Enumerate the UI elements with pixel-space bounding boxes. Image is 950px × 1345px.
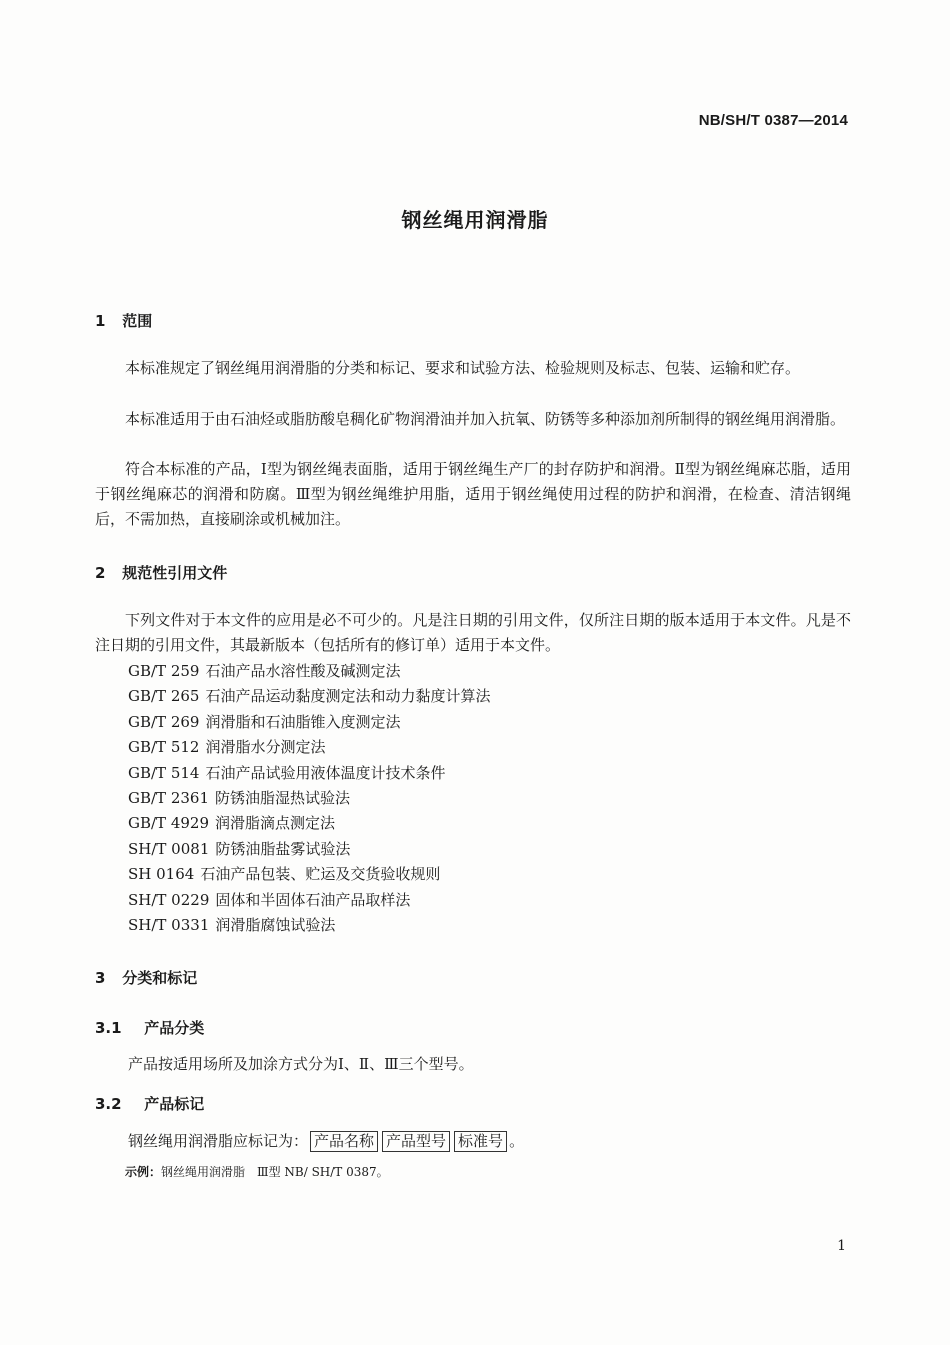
list-item xyxy=(128,862,490,887)
example-label: 示例： xyxy=(125,1165,162,1179)
list-item xyxy=(128,888,490,913)
reference-title: 润滑脂和石油脂锥入度测定法 xyxy=(205,712,401,731)
reference-title: 防锈油脂盐雾试验法 xyxy=(215,839,351,858)
reference-title: 润滑脂腐蚀试验法 xyxy=(215,916,336,935)
list-item xyxy=(128,659,490,684)
marking-end: 。 xyxy=(509,1132,525,1150)
list-item xyxy=(128,786,490,811)
reference-code: GB/T 269 xyxy=(128,712,200,731)
reference-code: GB/T 265 xyxy=(128,687,200,706)
example-text: 钢丝绳用润滑脂 Ⅲ型 NB/ SH/T 0387。 xyxy=(161,1165,389,1179)
section-number: 2 xyxy=(95,564,106,582)
reference-title: 石油产品水溶性酸及碱测定法 xyxy=(205,662,401,680)
section-title: 分类和标记 xyxy=(122,969,198,987)
section-number: 3.2 xyxy=(95,1095,122,1113)
reference-code: SH 0164 xyxy=(128,865,195,884)
reference-code: GB/T 512 xyxy=(128,738,200,757)
marking-example xyxy=(125,1163,389,1180)
section-number: 1 xyxy=(95,312,106,330)
section-title: 产品分类 xyxy=(144,1019,205,1037)
list-item xyxy=(128,837,490,862)
list-item xyxy=(128,684,490,709)
section-number: 3 xyxy=(95,969,106,987)
section-3-heading xyxy=(95,967,197,988)
section-1-paragraph-1: 本标准规定了钢丝绳用润滑脂的分类和标记、要求和试验方法、检验规则及标志、包装、运输和贮存。 xyxy=(125,359,801,377)
reference-code: SH/T 0331 xyxy=(128,916,210,935)
list-item xyxy=(128,735,490,760)
section-1-paragraph-2: 本标准适用于由石油烃或脂肪酸皂稠化矿物润滑油并加入抗氧、防锈等多种添加剂所制得的钢丝绳用润滑脂。 xyxy=(125,410,846,428)
page-number: 1 xyxy=(837,1238,846,1254)
reference-list xyxy=(128,659,490,938)
reference-code: GB/T 2361 xyxy=(128,789,210,808)
marking-lead: 钢丝绳用润滑脂应标记为： xyxy=(128,1132,309,1150)
reference-code: SH/T 0081 xyxy=(128,839,210,858)
reference-title: 防锈油脂湿热试验法 xyxy=(215,789,351,808)
reference-title: 固体和半固体石油产品取样法 xyxy=(215,890,411,909)
list-item xyxy=(128,811,490,836)
reference-title: 润滑脂水分测定法 xyxy=(205,738,326,757)
section-3-1-text: 产品按适用场所及加涂方式分为Ⅰ、Ⅱ、Ⅲ三个型号。 xyxy=(128,1055,474,1073)
list-item xyxy=(128,761,490,786)
reference-code: GB/T 4929 xyxy=(128,814,210,833)
reference-code: GB/T 259 xyxy=(128,662,200,680)
section-title: 产品标记 xyxy=(144,1095,205,1113)
box-product-name: 产品名称 xyxy=(310,1131,378,1152)
list-item xyxy=(128,710,490,735)
section-3-2-heading xyxy=(95,1093,204,1114)
section-3-1-heading xyxy=(95,1017,204,1038)
section-1-heading xyxy=(95,310,152,331)
document-title: 钢丝绳用润滑脂 xyxy=(401,208,549,232)
reference-title: 润滑脂滴点测定法 xyxy=(215,814,336,833)
reference-code: SH/T 0229 xyxy=(128,890,210,909)
section-number: 3.1 xyxy=(95,1019,122,1037)
section-title: 范围 xyxy=(122,312,153,330)
reference-title: 石油产品包装、贮运及交货验收规则 xyxy=(200,865,441,884)
box-product-type: 产品型号 xyxy=(382,1131,450,1152)
marking-line xyxy=(128,1130,524,1152)
section-2-heading xyxy=(95,562,227,583)
section-2-intro: 下列文件对于本文件的应用是必不可少的。凡是注日期的引用文件，仅所注日期的版本适用于本文件。凡是不注日期的引用文件，其最新版本（包括所有的修订单）适用于本文件。 xyxy=(95,611,851,654)
standard-number: NB/SH/T 0387—2014 xyxy=(698,112,848,129)
list-item xyxy=(128,913,490,938)
reference-title: 石油产品运动黏度测定法和动力黏度计算法 xyxy=(205,687,491,706)
box-standard-number: 标准号 xyxy=(454,1131,507,1152)
reference-code: GB/T 514 xyxy=(128,763,200,782)
reference-title: 石油产品试验用液体温度计技术条件 xyxy=(205,763,446,782)
section-title: 规范性引用文件 xyxy=(122,564,228,582)
section-1-paragraph-3: 符合本标准的产品，Ⅰ型为钢丝绳表面脂，适用于钢丝绳生产厂的封存防护和润滑。Ⅱ型为钢丝绳麻芯脂，适用于钢丝绳麻芯的润滑和防腐。Ⅲ型为钢丝绳维护用脂，适用于钢丝绳使用过程的防护和润滑，在检查、清洁钢绳后，不需加热，直接刷涂或机械加注。 xyxy=(95,460,851,528)
